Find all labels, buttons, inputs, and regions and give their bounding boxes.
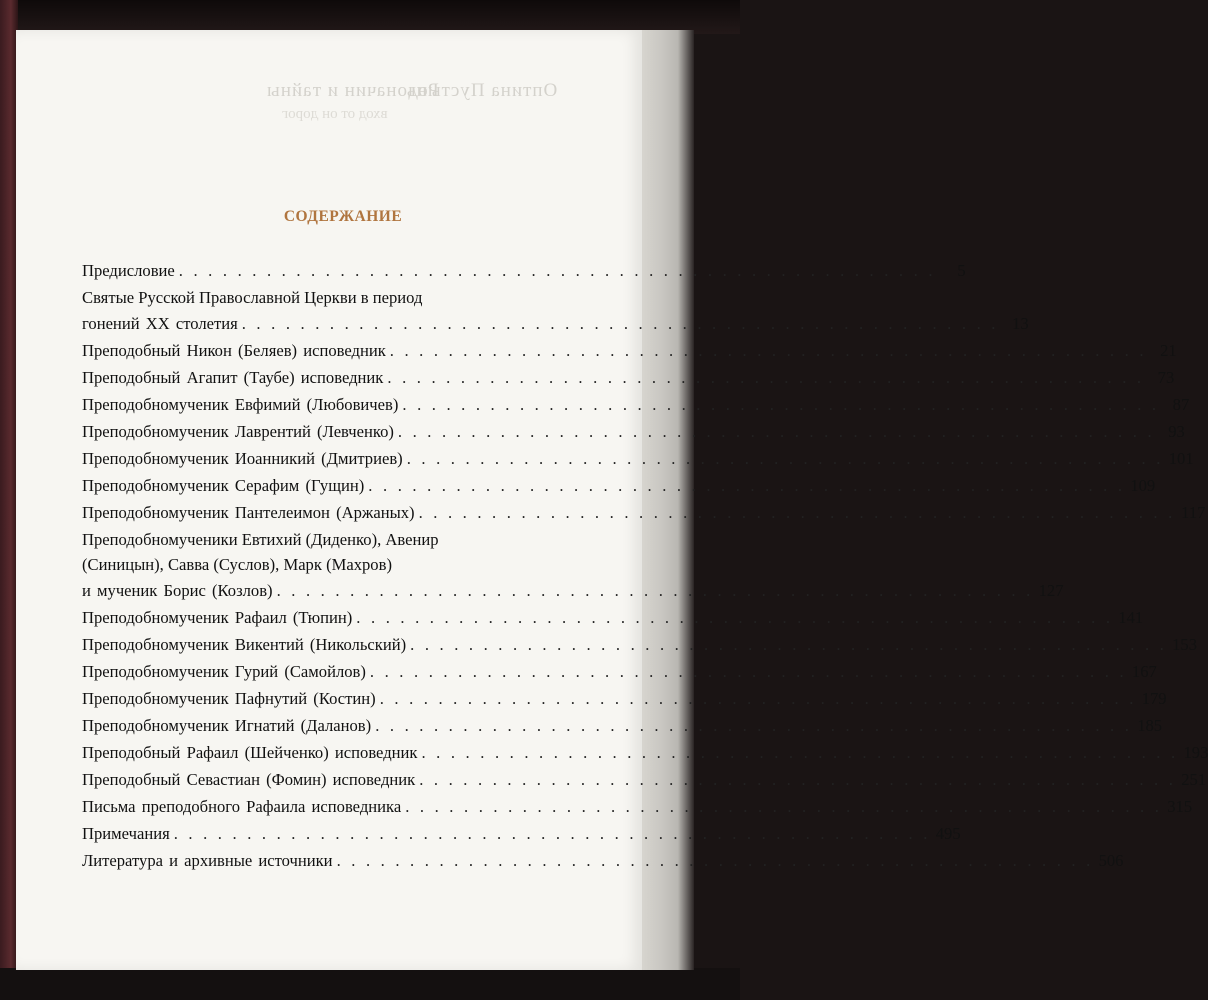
- toc-entry: [82, 500, 1206, 526]
- toc-page-number: 315: [1167, 796, 1193, 816]
- toc-page-number: 153: [1172, 634, 1198, 654]
- toc-entry-title: Преподобный Агапит (Таубе) исповедник: [82, 367, 384, 387]
- toc-entry-row: [82, 473, 1156, 499]
- toc-entry-title: и мученик Борис (Козлов): [82, 580, 273, 600]
- toc-entry: [82, 338, 1177, 364]
- dot-leader: . . . . . . . . . . . . . . . . . . . . . . . . . . . . . . . . . . . . . . . . . . . . . . . . . . . .: [410, 634, 1168, 654]
- toc-entry-title: Преподобномученик Гурий (Самойлов): [82, 661, 366, 681]
- toc-entry-title: Письма преподобного Рафаила исповедника: [82, 796, 402, 816]
- toc-entry: [82, 446, 1194, 472]
- book-cover-top: [0, 0, 740, 34]
- toc-entry-title: Преподобномученик Иоанникий (Дмитриев): [82, 448, 403, 468]
- toc-entry-row: [82, 311, 1029, 337]
- table-of-contents: [82, 258, 1208, 875]
- toc-entry-row: [82, 258, 966, 284]
- toc-entry-title: Преподобномученик Лаврентий (Левченко): [82, 421, 394, 441]
- book-page: [16, 30, 1208, 970]
- toc-entry-row: [82, 578, 1064, 604]
- toc-page-number: 21: [1160, 340, 1177, 360]
- toc-entry-title-line: (Синицын), Савва (Суслов), Марк (Махров): [82, 555, 392, 574]
- toc-entry: [82, 527, 1064, 604]
- toc-page-number: 179: [1141, 688, 1167, 708]
- toc-entry: [82, 392, 1190, 418]
- toc-entry-row: [82, 500, 1206, 526]
- toc-entry-title: Преподобномученик Игнатий (Даланов): [82, 715, 372, 735]
- toc-entry: [82, 365, 1175, 391]
- dot-leader: . . . . . . . . . . . . . . . . . . . . . . . . . . . . . . . . . . . . . . . . . . . . . . . . . . . .: [397, 421, 1155, 441]
- dot-leader: . . . . . . . . . . . . . . . . . . . . . . . . . . . . . . . . . . . . . . . . . . . . . . . . . . . .: [402, 394, 1160, 414]
- toc-entry-title: Преподобномученик Рафаил (Тюпин): [82, 607, 353, 627]
- dot-leader: . . . . . . . . . . . . . . . . . . . . . . . . . . . . . . . . . . . . . . . . . . . . . . . . . . . .: [387, 367, 1145, 387]
- toc-entry: [82, 848, 1124, 874]
- toc-entry: [82, 659, 1157, 685]
- toc-entry: [82, 740, 1208, 766]
- toc-entry-title: Преподобный Рафаил (Шейченко) исповедник: [82, 742, 418, 762]
- toc-entry: [82, 285, 1029, 336]
- dot-leader: . . . . . . . . . . . . . . . . . . . . . . . . . . . . . . . . . . . . . . . . . . . . . . . . . . . .: [368, 475, 1126, 495]
- bleed-through-text-1: Оптина Пустынь: [406, 80, 558, 101]
- toc-entry-title-line: Святые Русской Православной Церкви в период: [82, 288, 423, 307]
- toc-page-number: 87: [1172, 394, 1190, 414]
- bleed-through-text-2: Родоначин и тайны: [266, 80, 439, 101]
- toc-entry-row: [82, 632, 1198, 658]
- toc-entry-title: Преподобномученик Пафнутий (Костин): [82, 688, 376, 708]
- dot-leader: . . . . . . . . . . . . . . . . . . . . . . . . . . . . . . . . . . . . . . . . . . . . . . . . . . . .: [178, 261, 936, 280]
- toc-page-number: 251: [1181, 769, 1207, 789]
- contents-heading: СОДЕРЖАНИЕ: [283, 208, 403, 225]
- toc-page-number: 167: [1131, 661, 1157, 681]
- toc-entry-row: [82, 848, 1124, 874]
- toc-page-number: 117: [1181, 502, 1206, 522]
- dot-leader: . . . . . . . . . . . . . . . . . . . . . . . . . . . . . . . . . . . . . . . . . . . . . . . . . . . .: [276, 580, 1034, 600]
- bleed-through-text-3: вход от он дорог: [282, 106, 388, 122]
- toc-entry-row: [82, 794, 1193, 820]
- toc-entry: [82, 419, 1185, 445]
- toc-entry-title: Преподобный Никон (Беляев) исповедник: [82, 340, 386, 360]
- dot-leader: . . . . . . . . . . . . . . . . . . . . . . . . . . . . . . . . . . . . . . . . . . . . . . . . . . . .: [389, 340, 1147, 360]
- toc-entry: [82, 713, 1163, 739]
- toc-entry-title: Преподобномученик Серафим (Гущин): [82, 475, 365, 495]
- toc-page-number: 506: [1098, 850, 1124, 870]
- toc-page-number: 193: [1183, 742, 1208, 762]
- toc-entry-title: гонений XX столетия: [82, 313, 238, 333]
- toc-entry-row: [82, 821, 961, 847]
- dot-leader: . . . . . . . . . . . . . . . . . . . . . . . . . . . . . . . . . . . . . . . . . . . . . . . . . . . .: [173, 823, 931, 843]
- toc-entry-title: Преподобномученик Пантелеимон (Аржаных): [82, 502, 415, 522]
- toc-entry-title: Преподобномученик Викентий (Никольский): [82, 634, 407, 654]
- toc-entry: [82, 821, 961, 847]
- dot-leader: . . . . . . . . . . . . . . . . . . . . . . . . . . . . . . . . . . . . . . . . . . . . . . . . . . . .: [406, 448, 1164, 468]
- toc-entry-title: Преподобномученик Евфимий (Любовичев): [82, 394, 399, 414]
- toc-entry-title-line: Преподобномученики Евтихий (Диденко), Авенир: [82, 529, 439, 549]
- dot-leader: . . . . . . . . . . . . . . . . . . . . . . . . . . . . . . . . . . . . . . . . . . . . . . . . . . . .: [241, 313, 999, 333]
- toc-entry-row: [82, 605, 1144, 631]
- dot-leader: . . . . . . . . . . . . . . . . . . . . . . . . . . . . . . . . . . . . . . . . . . . . . . . . . . . .: [419, 769, 1177, 789]
- dot-leader: . . . . . . . . . . . . . . . . . . . . . . . . . . . . . . . . . . . . . . . . . . . . . . . . . . . .: [369, 661, 1127, 681]
- toc-entry: [82, 605, 1144, 631]
- toc-page-number: 5: [957, 261, 966, 280]
- toc-entry-row: [82, 365, 1175, 391]
- toc-entry: [82, 258, 966, 284]
- toc-entry-title: Примечания: [82, 823, 170, 843]
- toc-entry-row: [82, 686, 1167, 712]
- toc-page-number: 495: [935, 823, 961, 843]
- toc-page-number: 109: [1130, 475, 1156, 495]
- toc-entry-row: [82, 338, 1177, 364]
- toc-page-number: 101: [1168, 448, 1194, 468]
- toc-entry-row: [82, 419, 1185, 445]
- toc-page-number: 127: [1038, 580, 1064, 600]
- toc-entry-row: [82, 767, 1207, 793]
- toc-entry-row: [82, 446, 1194, 472]
- dot-leader: . . . . . . . . . . . . . . . . . . . . . . . . . . . . . . . . . . . . . . . . . . . . . . . . . . . .: [336, 850, 1094, 870]
- dot-leader: . . . . . . . . . . . . . . . . . . . . . . . . . . . . . . . . . . . . . . . . . . . . . . . . . . . .: [405, 796, 1163, 816]
- toc-entry-title: Литература и архивные источники: [82, 850, 333, 870]
- toc-page-number: 93: [1168, 421, 1185, 441]
- toc-entry-row: [82, 740, 1208, 766]
- book-cover-bottom: [0, 968, 740, 1000]
- dot-leader: . . . . . . . . . . . . . . . . . . . . . . . . . . . . . . . . . . . . . . . . . . . . . . . . . . . .: [418, 502, 1176, 522]
- toc-entry: [82, 632, 1198, 658]
- toc-entry: [82, 686, 1167, 712]
- dot-leader: . . . . . . . . . . . . . . . . . . . . . . . . . . . . . . . . . . . . . . . . . . . . . . . . . . . .: [379, 688, 1137, 708]
- toc-entry-row: [82, 392, 1190, 418]
- toc-page-number: 141: [1118, 607, 1144, 627]
- toc-entry-row: [82, 713, 1163, 739]
- dot-leader: . . . . . . . . . . . . . . . . . . . . . . . . . . . . . . . . . . . . . . . . . . . . . . . . . . . .: [375, 715, 1133, 735]
- toc-entry: [82, 473, 1156, 499]
- toc-page-number: 185: [1137, 715, 1163, 735]
- toc-entry-row: [82, 659, 1157, 685]
- toc-entry: [82, 794, 1193, 820]
- toc-entry: [82, 767, 1207, 793]
- toc-page-number: 13: [1012, 313, 1029, 333]
- toc-entry-title: Преподобный Севастиан (Фомин) исповедник: [82, 769, 416, 789]
- toc-page-number: 73: [1157, 367, 1175, 387]
- dot-leader: . . . . . . . . . . . . . . . . . . . . . . . . . . . . . . . . . . . . . . . . . . . . . . . . . . . .: [421, 742, 1179, 762]
- dot-leader: . . . . . . . . . . . . . . . . . . . . . . . . . . . . . . . . . . . . . . . . . . . . . . . . . . . .: [356, 607, 1114, 627]
- toc-entry-title: Предисловие: [82, 261, 175, 280]
